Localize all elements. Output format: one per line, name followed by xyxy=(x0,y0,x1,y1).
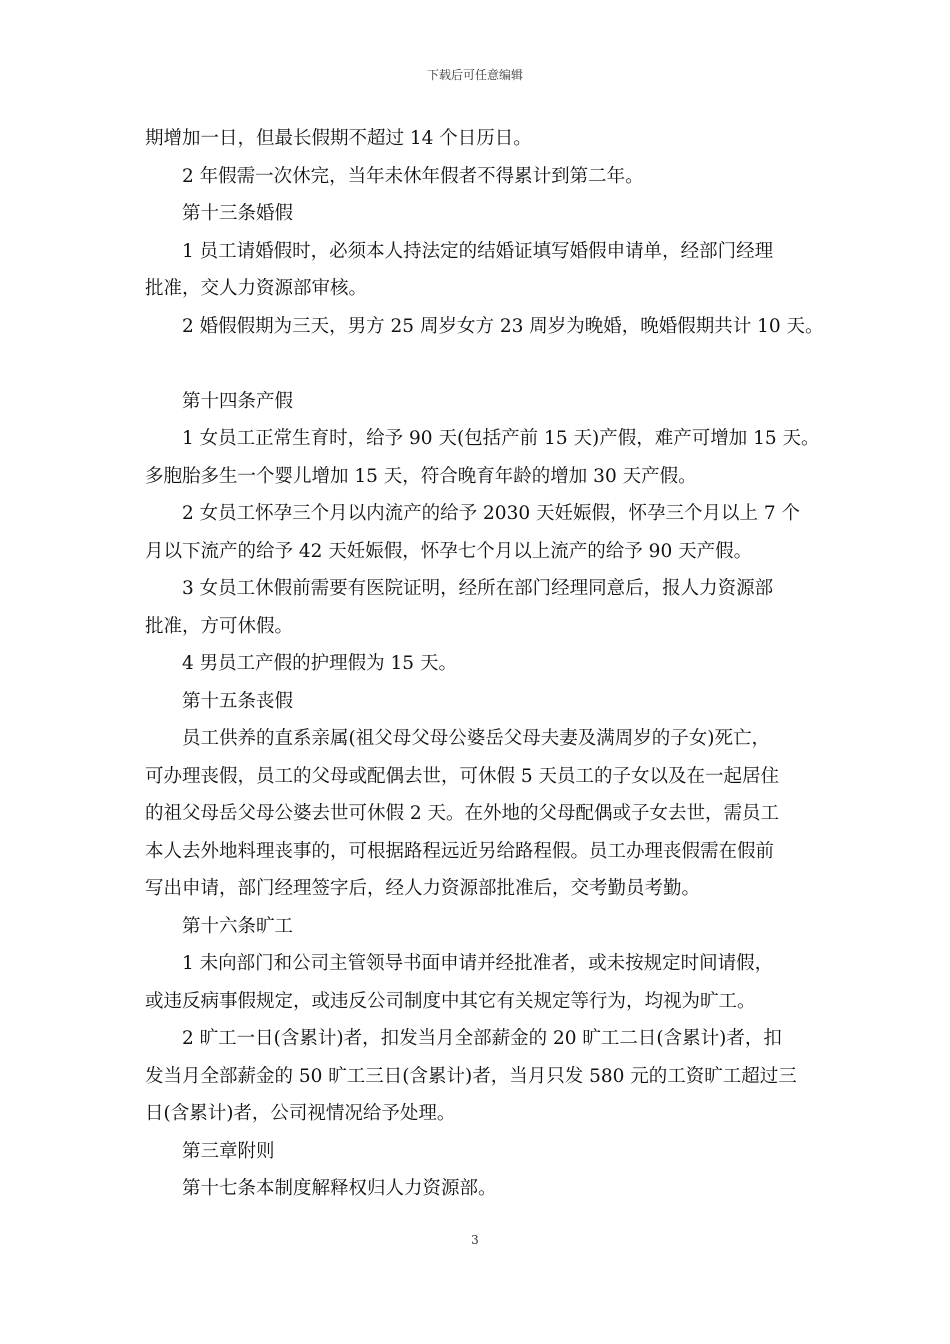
paragraph-line: 发当月全部薪金的 50 旷工三日(含累计)者，当月只发 580 元的工资旷工超过三 xyxy=(145,1065,797,1087)
paragraph-line: 第十七条本制度解释权归人力资源部。 xyxy=(182,1178,497,1199)
paragraph-line: 员工供养的直系亲属(祖父母父母公婆岳父母夫妻及满周岁的子女)死亡， xyxy=(182,728,770,749)
paragraph-line: 写出申请，部门经理签字后，经人力资源部批准后，交考勤员考勤。 xyxy=(145,878,701,899)
paragraph-line: 的祖父母岳父母公婆去世可休假 2 天。在外地的父母配偶或子女去世，需员工 xyxy=(145,803,780,824)
paragraph-line: 批准，交人力资源部审核。 xyxy=(145,278,368,299)
section-heading: 第十五条丧假 xyxy=(182,690,294,712)
chapter-heading: 第三章附则 xyxy=(182,1140,275,1162)
section-heading: 第十六条旷工 xyxy=(182,915,294,937)
paragraph-line: 1 员工请婚假时，必须本人持法定的结婚证填写婚假申请单，经部门经理 xyxy=(182,240,774,262)
blank-line xyxy=(145,345,820,383)
paragraph-line: 2 年假需一次休完，当年未休年假者不得累计到第二年。 xyxy=(182,165,644,187)
section-heading: 第十四条产假 xyxy=(182,390,294,412)
paragraph-line: 1 未向部门和公司主管领导书面申请并经批准者，或未按规定时间请假， xyxy=(182,953,774,974)
document-body xyxy=(145,120,824,1208)
page-number: 3 xyxy=(471,1233,479,1247)
paragraph-line: 4 男员工产假的护理假为 15 天。 xyxy=(182,653,457,674)
paragraph-line: 批准，方可休假。 xyxy=(145,615,294,637)
paragraph-line: 2 女员工怀孕三个月以内流产的给予 2030 天妊娠假，怀孕三个月以上 7 个 xyxy=(182,503,801,524)
paragraph-line: 2 旷工一日(含累计)者，扣发当月全部薪金的 20 旷工二日(含累计)者，扣 xyxy=(182,1028,782,1049)
paragraph-line: 1 女员工正常生育时，给予 90 天(包括产前 15 天)产假，难产可增加 15 天。 xyxy=(182,428,820,449)
paragraph-line: 可办理丧假，员工的父母或配偶去世，可休假 5 天员工的子女以及在一起居住 xyxy=(145,765,780,787)
paragraph-line: 2 婚假假期为三天，男方 25 周岁女方 23 周岁为晚婚，晚婚假期共计 10 天。 xyxy=(182,315,824,337)
paragraph-line: 3 女员工休假前需要有医院证明，经所在部门经理同意后，报人力资源部 xyxy=(182,578,774,599)
paragraph-line: 本人去外地料理丧事的，可根据路程远近另给路程假。员工办理丧假需在假前 xyxy=(145,840,775,862)
paragraph-line: 日(含累计)者，公司视情况给予处理。 xyxy=(145,1103,456,1124)
paragraph-line: 期增加一日，但最长假期不超过 14 个日历日。 xyxy=(145,128,532,149)
paragraph-line: 多胞胎多生一个婴儿增加 15 天，符合晚育年龄的增加 30 天产假。 xyxy=(145,465,697,487)
section-heading: 第十三条婚假 xyxy=(182,203,294,224)
paragraph-line: 或违反病事假规定，或违反公司制度中其它有关规定等行为，均视为旷工。 xyxy=(145,990,756,1012)
paragraph-line: 月以下流产的给予 42 天妊娠假，怀孕七个月以上流产的给予 90 天产假。 xyxy=(145,540,753,562)
page-header: 下载后可任意编辑 xyxy=(426,68,523,82)
